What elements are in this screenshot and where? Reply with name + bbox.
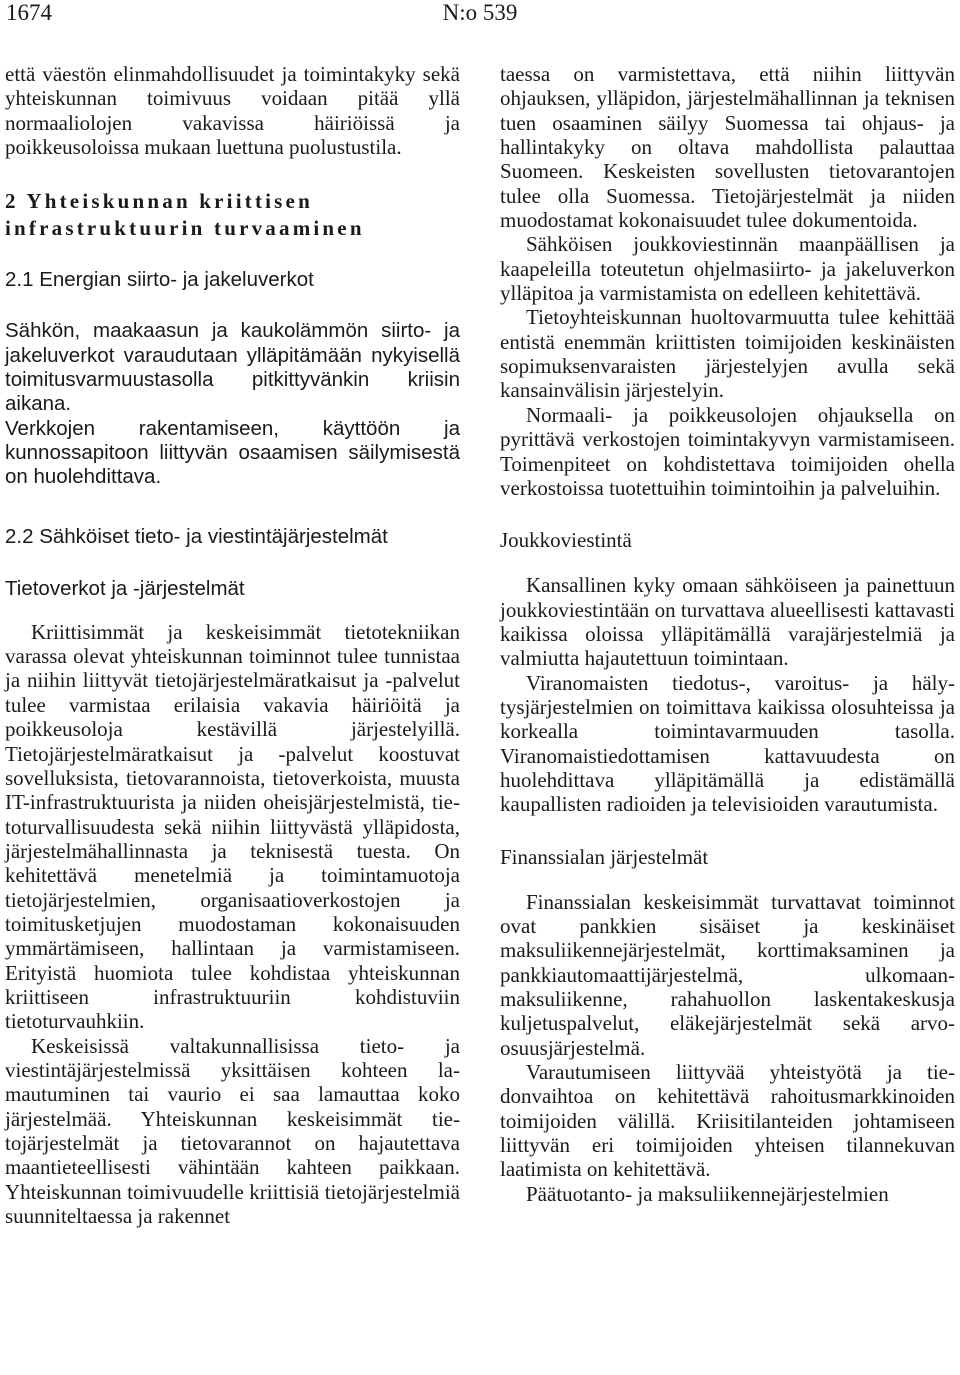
finanssiala-paragraph-1: Finanssialan keskeisimmät turvattavat toiminnot ovat pankkien sisäiset ja keskinäiset maksuliikennejärjestelmät, korttimaksaminen ja pankkiautomaattijärjestelmä, ulkomaanmaksuliikenne, rahahuollon laskentakeskusja kuljetuspalvelut, eläkejärjestelmät sekä arvo-osuusjärjestelmä. <box>500 889 955 1060</box>
intro-paragraph: että väestön elinmahdollisuudet ja toimintakyky sekä yhteiskunnan toimivuus voidaan pitää yllä normaaliolojen vakavissa häiriöissä ja poikkeusoloissa mukaan luettuna puolustustila. <box>5 62 460 160</box>
sahkoinen-paragraph: Sähköisen joukkoviestinnän maanpäällisen ja kaapeleilla toteutetun ohjelmasiirto- ja jakeluverkon ylläpitoa ja varmistamista on edelleen kehitettävä. <box>500 232 955 306</box>
left-column <box>5 62 460 1228</box>
tietoverkot-paragraph-1: Kriittisimmät ja keskeisimmät tietotekniikan varassa olevat yhteiskunnan toiminnot tulee tunnistaa ja niihin liittyvät tietojärjestelmäratkaisut ja -palvelut tulee varmistaa erilaisia vakavia häiriöitä ja poikkeusoloja kestävillä järjestelyillä. Tietojärjestelmäratkaisut ja -palvelut koostuvat sovelluksista, tietovarannoista, tietoverkoista, muusta IT-infrastruktuurista ja niiden oheisjärjestelmistä, tietoturvallisuudesta sekä niihin liittyvästä ylläpidosta, järjestelmähallinnasta ja teknisestä tuesta. On kehitettävä menetelmiä ja toimintamuotoja tietojärjestelmien, organisaatioverkostojen ja toimitusketjujen muodostaman kokonaisuuden ymmärtämiseen, hallintaan ja varmistamiseen. Erityistä huomiota tulee kohdistaa yhteiskunnan kriittiseen infrastruktuuriin kohdistuviin tietoturvauhkiin. <box>5 619 460 1034</box>
continued-paragraph: taessa on varmistettava, että niihin liittyvän ohjauksen, ylläpidon, järjestelmähallinnan ja teknisen tuen osaaminen säilyy Suomessa tai ohjaus- ja hallintakyky on oltava mahdollista palauttaa Suomeen. Keskeisten sovellusten tietovarantojen tulee olla Suomessa. Tietojärjestelmät ja niiden muodostamat kokonaisuudet tulee dokumentoida. <box>500 62 955 233</box>
section-2-1-paragraph-2: Verkkojen rakentamiseen, käyttöön ja kunnossapitoon liittyvän osaamisen säilymisestä on huolehdittava. <box>5 416 460 489</box>
subsection-tietoverkot-heading: Tietoverkot ja -järjestelmät <box>5 576 245 600</box>
finanssiala-paragraph-3: Päätuotanto- ja maksuliikennejärjestelmien <box>526 1181 889 1206</box>
section-2-2-heading: 2.2 Sähköiset tieto- ja viestintäjärjestelmät <box>5 524 388 548</box>
right-column <box>500 62 955 1206</box>
joukkoviestinta-paragraph-1: Kansallinen kyky omaan sähköiseen ja painettuun joukkoviestintään on turvattava alueellisesti kattavasti kaikissa oloissa ylläpitämällä varajärjestelmiä ja valmiutta hajautettuun toimintaan. <box>500 573 955 671</box>
subsection-joukkoviestinta-heading: Joukkoviestintä <box>500 528 632 553</box>
subsection-finanssiala-heading: Finanssialan järjestelmät <box>500 844 709 869</box>
tietoyhteiskunta-paragraph: Tietoyhteiskunnan huoltovarmuutta tulee kehittää entistä enemmän kriittisten toimijoiden keskinäisten sopimuksenvaraisten järjestelyjen avulla sekä kansainvälisin järjestelyin. <box>500 305 955 403</box>
page-header <box>0 0 960 28</box>
page-number: 1674 <box>6 0 52 25</box>
joukkoviestinta-paragraph-2: Viranomaisten tiedotus-, varoitus- ja hälytysjärjestelmien on toimittava kaikissa olosuhteissa ja korkealla toimintavarmuuden tasolla. Viranomaistiedottamisen kattavuudesta on huolehdittava ylläpitämällä ja edistämällä kaupallisten radioiden ja televisioiden varautumista. <box>500 670 955 817</box>
finanssiala-paragraph-2: Varautumiseen liittyvää yhteistyötä ja tiedonvaihtoa on kehitettävä rahoitusmarkkinoiden toimijoiden välillä. Kriisitilanteiden johtamiseen liittyvän eri toimijoiden yhteisen tilannekuvan laatimista on kehitettävä. <box>500 1060 955 1182</box>
normaali-paragraph: Normaali- ja poikkeusolojen ohjauksella on pyrittävä verkostojen toimintakyvyn varmistamiseen. Toimenpiteet on kohdistettava toimijoiden ohella verkostoissa tuotettuihin toimintoihin ja palveluihin. <box>500 402 955 500</box>
tietoverkot-paragraph-2: Keskeisissä valtakunnallisissa tieto- ja viestintäjärjestelmissä yksittäisen kohteen lamautuminen tai vaurio ei saa lamauttaa koko järjestelmää. Yhteiskunnan keskeisimmät tietojärjestelmät ja tietovarannot on hajautettava maantieteellisesti vähintään kahteen paikkaan. Yhteiskunnan toimivuudelle kriittisiä tietojärjestelmiä suunniteltaessa ja rakennet <box>5 1033 460 1229</box>
chapter-heading: 2 Yhteiskunnan kriittisen infrastruktuurin turvaaminen <box>5 189 365 241</box>
section-2-1-paragraph-1: Sähkön, maakaasun ja kaukolämmön siirto- ja jakeluverkot varaudutaan ylläpitämään nykyisellä toimitusvarmuustasolla pitkittyvänkin kriisin aikana. <box>5 319 460 416</box>
section-2-1-heading: 2.1 Energian siirto- ja jakeluverkot <box>5 268 314 292</box>
document-number: N:o 539 <box>442 0 518 25</box>
